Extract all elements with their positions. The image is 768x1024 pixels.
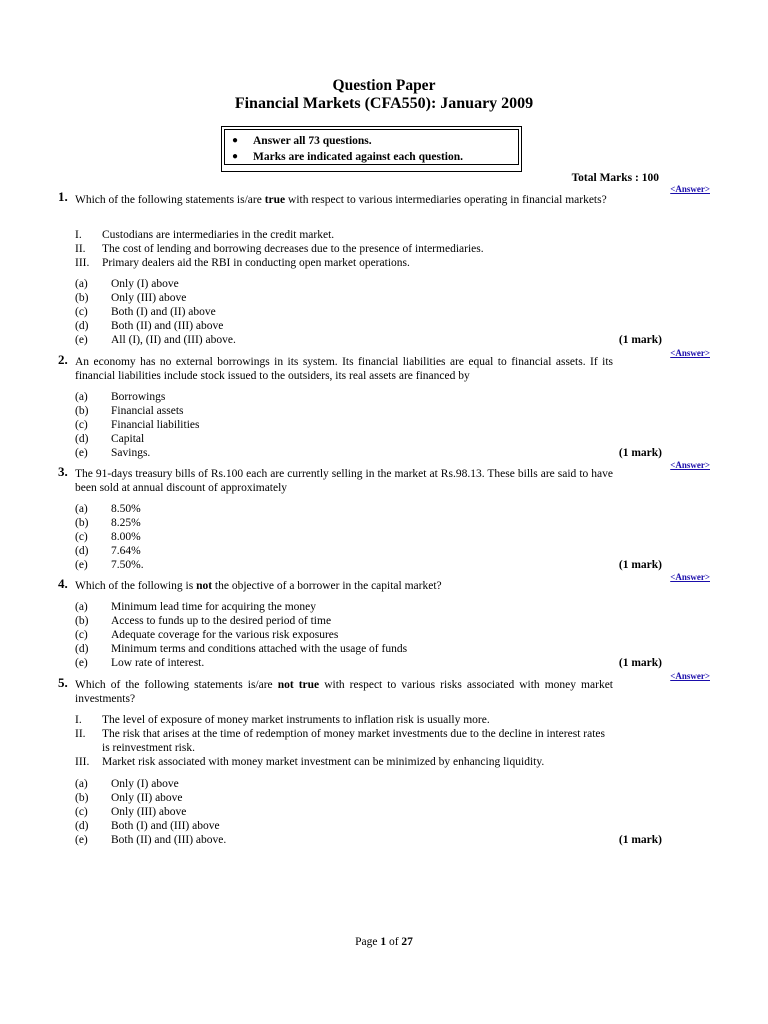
stem-text: with respect to various intermediaries operating in financial markets? bbox=[285, 194, 607, 206]
answer-link[interactable]: <Answer> bbox=[670, 184, 710, 194]
stem-text: Which of the following is bbox=[75, 580, 197, 592]
stem-text: with respect to various risks associated with money market investments? bbox=[75, 679, 613, 705]
paper-title: Question Paper bbox=[332, 77, 436, 94]
question-stem bbox=[75, 356, 613, 383]
mark-label: (1 mark) bbox=[618, 334, 662, 346]
stem-text: Which of the following statements is/are bbox=[75, 194, 265, 206]
question-stem bbox=[75, 468, 613, 495]
mark-label: (1 mark) bbox=[618, 657, 662, 669]
question-number: 1. bbox=[58, 189, 68, 204]
question-stem bbox=[75, 194, 613, 208]
bullet-icon: ● bbox=[232, 151, 239, 162]
bullet-icon: ● bbox=[232, 135, 239, 146]
answer-link[interactable]: <Answer> bbox=[670, 671, 710, 681]
instruction-item: ● Marks are indicated against each question. bbox=[232, 151, 463, 163]
stem-text: the objective of a borrower in the capital market? bbox=[212, 580, 442, 592]
question-stem bbox=[75, 580, 613, 594]
stem-text: The 91-days treasury bills of Rs.100 each are currently selling in the market at Rs.98.13. These bills are said to have been sold at annual discount of approximately bbox=[75, 468, 613, 494]
question-number: 5. bbox=[58, 675, 68, 690]
question-stem bbox=[75, 679, 613, 706]
question-number: 4. bbox=[58, 576, 68, 591]
instruction-item: ● Answer all 73 questions. bbox=[232, 135, 372, 147]
mark-label: (1 mark) bbox=[618, 559, 662, 571]
instructions-box bbox=[221, 126, 522, 172]
answer-link[interactable]: <Answer> bbox=[670, 460, 710, 470]
page-number: Page 1 of 27 bbox=[355, 936, 413, 948]
mark-label: (1 mark) bbox=[618, 447, 662, 459]
question-number: 2. bbox=[58, 352, 68, 367]
emphasis-text: not true bbox=[277, 679, 320, 691]
paper-subtitle: Financial Markets (CFA550): January 2009 bbox=[234, 95, 534, 112]
emphasis-text: true bbox=[264, 194, 286, 206]
emphasis-text: not bbox=[196, 580, 213, 592]
stem-text: An economy has no external borrowings in its system. Its financial liabilities are equal to financial assets. If its financial liabilities include stock issued to the outsiders, its real assets are financed by bbox=[75, 356, 613, 382]
mark-label: (1 mark) bbox=[618, 834, 662, 846]
total-marks: Total Marks : 100 bbox=[571, 172, 659, 184]
stem-text: Which of the following statements is/are bbox=[75, 679, 278, 691]
answer-link[interactable]: <Answer> bbox=[670, 348, 710, 358]
question-number: 3. bbox=[58, 464, 68, 479]
answer-link[interactable]: <Answer> bbox=[670, 572, 710, 582]
